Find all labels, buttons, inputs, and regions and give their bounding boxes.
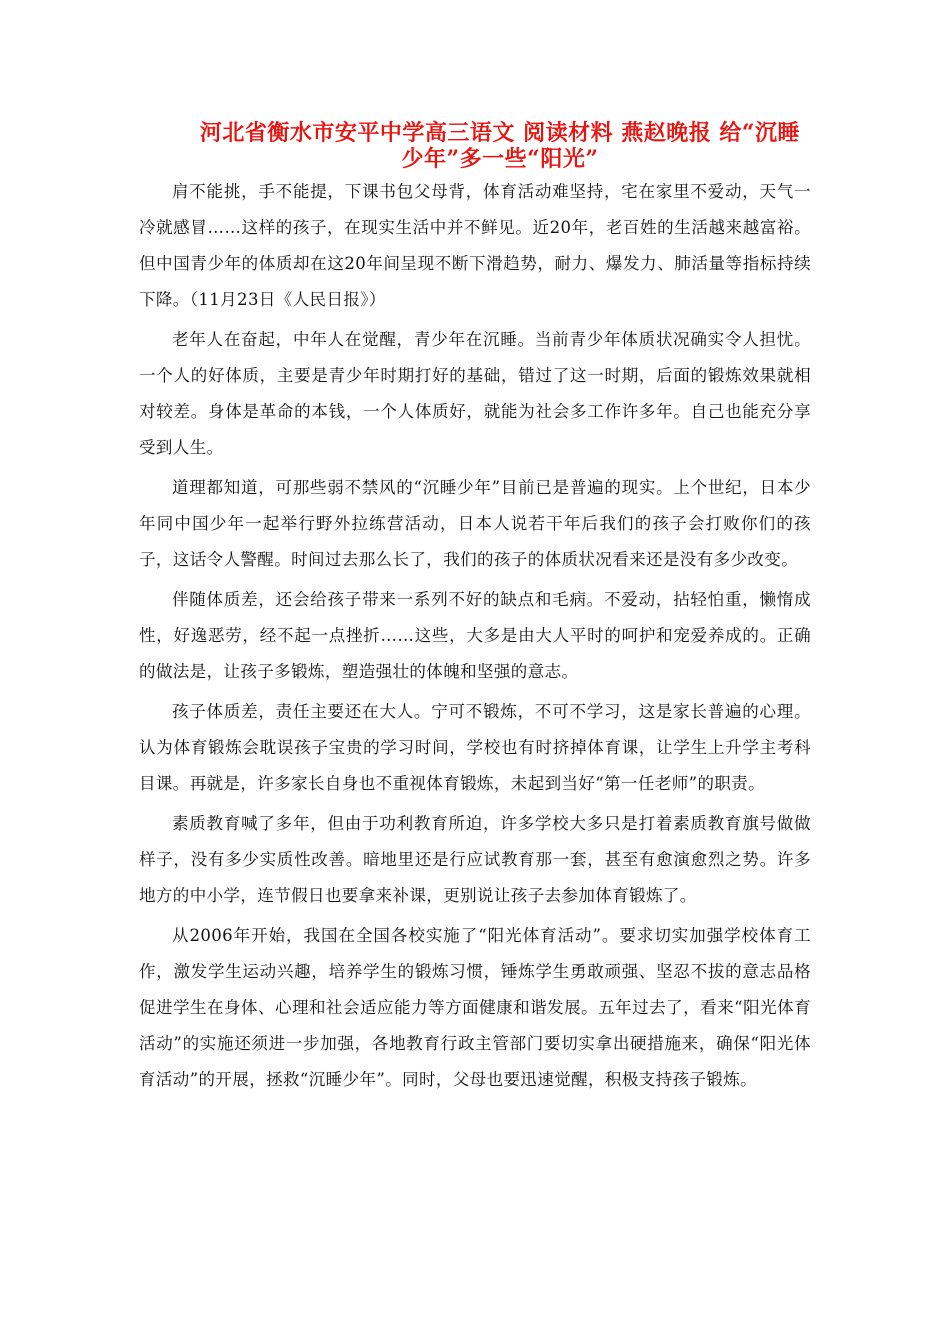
article-body xyxy=(139,174,811,1102)
paragraph-7: 从2006年开始，我国在全国各校实施了“阳光体育活动”。要求切实加强学校体育工作，激发学生运动兴趣，培养学生的锻炼习惯，锤炼学生勇敢顽强、坚忍不拔的意志品格促进学生在身体、心理和社会适应能力等方面健康和谐发展。五年过去了，看来“阳光体育活动”的实施还须进一步加强，各地教育行政主管部门要切实拿出硬措施来，确保“阳光体育活动”的开展，拯救“沉睡少年”。同时，父母也要迅速觉醒，积极支持孩子锻炼。 xyxy=(139,926,811,1089)
title-line-1: 河北省衡水市安平中学高三语文 阅读材料 燕赵晚报 给“沉睡 xyxy=(199,120,801,146)
paragraph-6: 素质教育喊了多年，但由于功利教育所迫，许多学校大多只是打着素质教育旗号做做样子，没有多少实质性改善。暗地里还是行应试教育那一套，甚至有愈演愈烈之势。许多地方的中小学，连节假日也要拿来补课，更别说让孩子去参加体育锻炼了。 xyxy=(139,814,811,905)
paragraph-3: 道理都知道，可那些弱不禁风的“沉睡少年”目前已是普遍的现实。上个世纪，日本少年同中国少年一起举行野外拉练营活动，日本人说若干年后我们的孩子会打败你们的孩子，这话令人警醒。时间过去那么长了，我们的孩子的体质状况看来还是没有多少改变。 xyxy=(139,478,811,569)
paragraph-1: 肩不能挑，手不能提，下课书包父母背，体育活动难坚持，宅在家里不爱动，天气一冷就感冒……这样的孩子，在现实生活中并不鲜见。近20年，老百姓的生活越来越富裕。但中国青少年的体质却在这20年间呈现不断下滑趋势，耐力、爆发力、肺活量等指标持续下降。（11月23日《人民日报》） xyxy=(139,182,811,309)
paragraph-2: 老年人在奋起，中年人在觉醒，青少年在沉睡。当前青少年体质状况确实令人担忧。一个人的好体质，主要是青少年时期打好的基础，错过了这一时期，后面的锻炼效果就相对较差。身体是革命的本钱，一个人体质好，就能为社会多工作许多年。自己也能充分享受到人生。 xyxy=(139,330,811,457)
paragraph-4: 伴随体质差，还会给孩子带来一系列不好的缺点和毛病。不爱动，拈轻怕重，懒惰成性，好逸恶劳，经不起一点挫折……这些，大多是由大人平时的呵护和宠爱养成的。正确的做法是，让孩子多锻炼，塑造强壮的体魄和坚强的意志。 xyxy=(139,590,811,681)
paragraph-5: 孩子体质差，责任主要还在大人。宁可不锻炼，不可不学习，这是家长普遍的心理。认为体育锻炼会耽误孩子宝贵的学习时间，学校也有时挤掉体育课，让学生上升学主考科目课。再就是，许多家长自身也不重视体育锻炼，未起到当好“第一任老师”的职责。 xyxy=(139,702,811,793)
document-title xyxy=(140,120,860,172)
title-line-2: 少年”多一些“阳光” xyxy=(401,146,599,172)
